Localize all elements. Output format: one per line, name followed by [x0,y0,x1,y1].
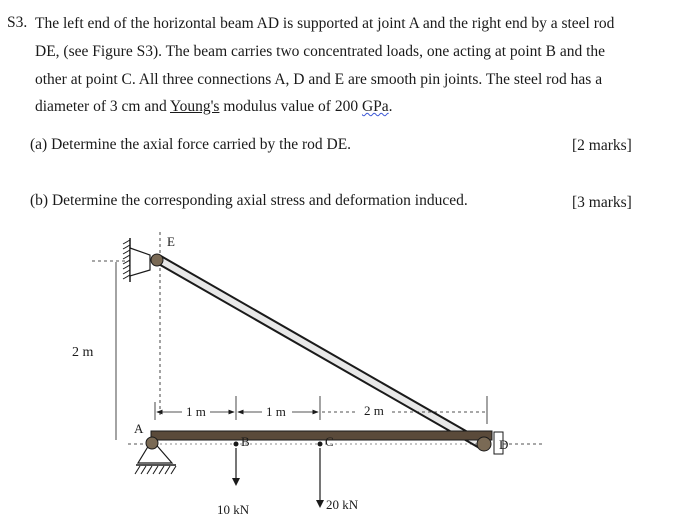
pin-bracket-e [130,248,150,276]
line4-text-c: modulus value of 200 [219,98,362,115]
question-number: S3. [7,14,28,31]
part-b-label: (b) Determine the corresponding axial stress and deformation induced. [30,192,468,209]
dim-ab-label: 1 m [186,404,206,419]
line4-text-a: diameter of 3 cm and [35,98,170,115]
load-b-label: 10 kN [217,502,250,517]
load-c-label: 20 kN [326,497,359,512]
pin-d [477,437,491,451]
pin-e [151,254,163,266]
label-c: C [325,434,334,449]
beam-ad [151,431,492,440]
line4-text-e: . [388,98,393,115]
dim-bc-label: 1 m [266,404,286,419]
load-arrow-c [316,448,324,508]
label-a: A [134,421,144,436]
question-line-2: DE, (see Figure S3). The beam carries two concentrated loads, one acting at point B and the [35,43,606,60]
steel-rod-de [158,259,484,446]
gpa-unit: GPa [361,98,389,115]
youngs-word: Young's [170,98,220,115]
label-d: D [499,437,509,452]
part-a-label: (a) Determine the axial force carried by the rod DE. [30,136,352,153]
label-b: B [241,434,250,449]
label-e: E [167,234,175,249]
dim-cd-label: 2 m [364,403,384,418]
load-arrow-b [232,448,240,486]
question-line-1: The left end of the horizontal beam AD is supported at joint A and the right end by a steel rod [35,15,615,32]
part-b-marks: [3 marks] [572,194,632,211]
dim-height-label: 2 m [72,345,94,360]
wall-support-e [123,238,130,282]
question-line-3: other at point C. All three connections A, D and E are smooth pin joints. The steel rod has a [35,71,603,88]
part-a-marks: [2 marks] [572,137,632,154]
